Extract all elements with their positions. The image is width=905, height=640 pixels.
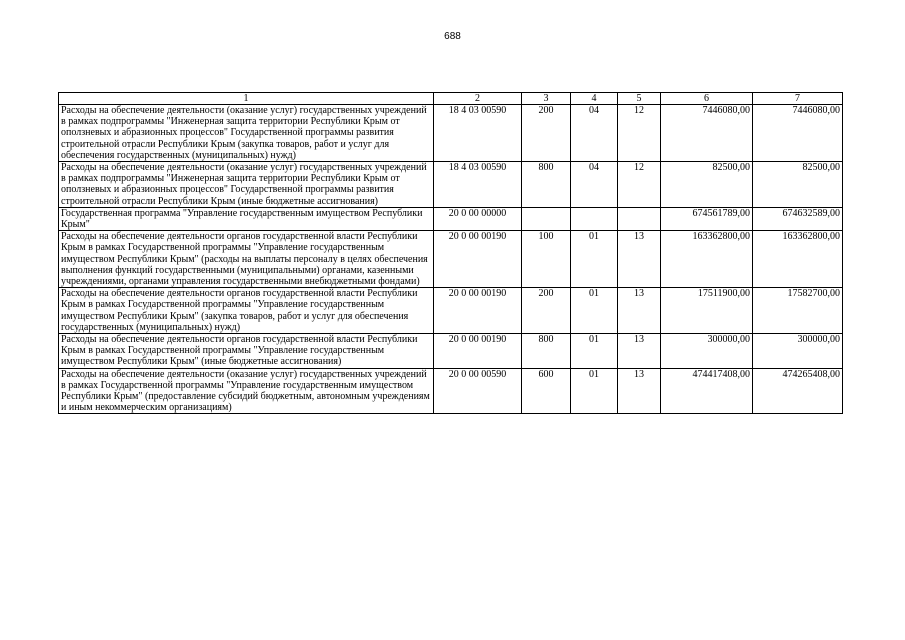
column-header: 1	[59, 93, 434, 105]
expense-type-code: 100	[522, 231, 571, 288]
column-header: 4	[571, 93, 618, 105]
subsection-code: 13	[618, 288, 661, 334]
amount-year-2: 17582700,00	[753, 288, 843, 334]
column-header: 5	[618, 93, 661, 105]
expense-name: Расходы на обеспечение деятельности (оказание услуг) государственных учреждений в рамках Государственной программы "Управление государственным имуществом Республики Крым" (предоставление субсидий бюджетным, автономным учреждениям и иным некоммерческим организациям)	[59, 368, 434, 414]
column-header-row	[59, 93, 843, 105]
column-header: 3	[522, 93, 571, 105]
section-code: 01	[571, 231, 618, 288]
amount-year-1: 82500,00	[661, 162, 753, 208]
amount-year-2: 7446080,00	[753, 105, 843, 162]
amount-year-2: 163362800,00	[753, 231, 843, 288]
amount-year-1: 300000,00	[661, 334, 753, 369]
column-header: 6	[661, 93, 753, 105]
section-code: 01	[571, 334, 618, 369]
target-article-code: 18 4 03 00590	[434, 105, 522, 162]
target-article-code: 18 4 03 00590	[434, 162, 522, 208]
expense-type-code	[522, 207, 571, 230]
amount-year-2: 300000,00	[753, 334, 843, 369]
expense-type-code: 200	[522, 288, 571, 334]
budget-table	[58, 92, 843, 414]
target-article-code: 20 0 00 00000	[434, 207, 522, 230]
subsection-code	[618, 207, 661, 230]
section-code: 01	[571, 288, 618, 334]
target-article-code: 20 0 00 00190	[434, 334, 522, 369]
amount-year-1: 163362800,00	[661, 231, 753, 288]
section-code: 01	[571, 368, 618, 414]
table-row	[59, 105, 843, 162]
table-row	[59, 334, 843, 369]
table-row	[59, 368, 843, 414]
amount-year-2: 474265408,00	[753, 368, 843, 414]
expense-type-code: 200	[522, 105, 571, 162]
subsection-code: 13	[618, 231, 661, 288]
expense-name: Расходы на обеспечение деятельности органов государственной власти Республики Крым в рамках Государственной программы "Управление государственным имуществом Республики Крым" (иные бюджетные ассигнования)	[59, 334, 434, 369]
table-row	[59, 288, 843, 334]
subsection-code: 12	[618, 105, 661, 162]
amount-year-2: 674632589,00	[753, 207, 843, 230]
section-code: 04	[571, 162, 618, 208]
subsection-code: 12	[618, 162, 661, 208]
expense-name: Расходы на обеспечение деятельности (оказание услуг) государственных учреждений в рамках подпрограммы "Инженерная защита территории Республики Крым от оползневых и абразионных процессов" Государственной программы развития строительной отрасли Республики Крым (закупка товаров, работ и услуг для обеспечения государственных (муниципальных) нужд)	[59, 105, 434, 162]
expense-name: Государственная программа "Управление государственным имуществом Республики Крым"	[59, 207, 434, 230]
expense-name: Расходы на обеспечение деятельности органов государственной власти Республики Крым в рамках Государственной программы "Управление государственным имуществом Республики Крым" (расходы на выплаты персоналу в целях обеспечения выполнения функций государственными (муниципальными) органами, казенными учреждениями, органами управления государственными внебюджетными фондами)	[59, 231, 434, 288]
subsection-code: 13	[618, 368, 661, 414]
section-code: 04	[571, 105, 618, 162]
page-number: 688	[444, 31, 461, 42]
target-article-code: 20 0 00 00190	[434, 231, 522, 288]
table-row	[59, 207, 843, 230]
column-header: 7	[753, 93, 843, 105]
amount-year-1: 474417408,00	[661, 368, 753, 414]
section-code	[571, 207, 618, 230]
table-row	[59, 231, 843, 288]
expense-name: Расходы на обеспечение деятельности (оказание услуг) государственных учреждений в рамках подпрограммы "Инженерная защита территории Республики Крым от оползневых и абразионных процессов" Государственной программы развития строительной отрасли Республики Крым (иные бюджетные ассигнования)	[59, 162, 434, 208]
target-article-code: 20 0 00 00590	[434, 368, 522, 414]
expense-name: Расходы на обеспечение деятельности органов государственной власти Республики Крым в рамках Государственной программы "Управление государственным имуществом Республики Крым" (закупка товаров, работ и услуг для обеспечения государственных (муниципальных) нужд)	[59, 288, 434, 334]
table-row	[59, 162, 843, 208]
target-article-code: 20 0 00 00190	[434, 288, 522, 334]
expense-type-code: 800	[522, 334, 571, 369]
expense-type-code: 600	[522, 368, 571, 414]
expense-type-code: 800	[522, 162, 571, 208]
subsection-code: 13	[618, 334, 661, 369]
amount-year-1: 17511900,00	[661, 288, 753, 334]
amount-year-1: 7446080,00	[661, 105, 753, 162]
amount-year-2: 82500,00	[753, 162, 843, 208]
amount-year-1: 674561789,00	[661, 207, 753, 230]
column-header: 2	[434, 93, 522, 105]
